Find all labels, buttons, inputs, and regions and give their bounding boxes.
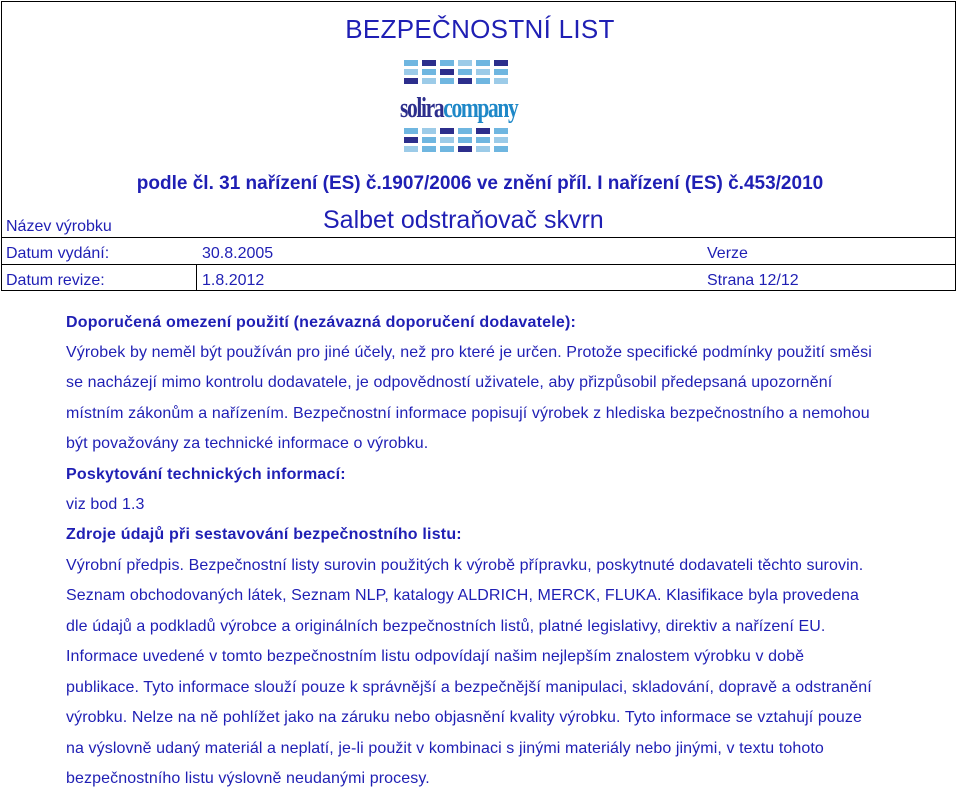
issue-date-label: Datum vydání: [6,245,110,262]
sources-line: výrobku. Nelze na ně pohlížet jako na záruku nebo objasnění kvality výrobku. Tyto informace se vztahují pouze [66,709,862,726]
sources-line: bezpečnostního listu výslovně neudanými procesy. [66,770,430,787]
restrictions-line: se nacházejí mimo kontrolu dodavatele, je odpovědností uživatele, aby přizpůsobil předepsaná upozornění [66,374,833,391]
header-divider-top [1,237,956,238]
header-divider-middle [1,264,956,265]
product-name: Salbet odstraňovač skvrn [323,206,604,234]
logo-wordmark-part1: solira [400,92,444,124]
restrictions-heading: Doporučená omezení použití (nezávazná doporučení dodavatele): [66,314,577,331]
technical-info-text: viz bod 1.3 [66,496,145,513]
logo-wordmark [400,92,518,125]
version-label: Verze [707,245,748,262]
header-divider-vertical [196,264,197,291]
sources-heading: Zdroje údajů při sestavování bezpečnostního listu: [66,526,462,543]
document-title: BEZPEČNOSTNÍ LIST [345,14,615,44]
sources-line: Informace uvedené v tomto bezpečnostním listu odpovídají našim nejlepším znalostem výrobku v době [66,648,805,665]
sources-line: dle údajů a podkladů výrobce a originálních bezpečnostních listů, platné legislativy, direktiv a nařízení EU. [66,618,826,635]
technical-info-heading: Poskytování technických informací: [66,466,346,483]
issue-date: 30.8.2005 [202,245,274,262]
revision-date: 1.8.2012 [202,272,265,289]
sources-line: na výslovně udaný materiál a neplatí, je-li použit v kombinaci s jinými materiály nebo jinými, v textu tohoto [66,740,824,757]
page-number: Strana 12/12 [707,272,799,289]
regulation-reference: podle čl. 31 nařízení (ES) č.1907/2006 ve znění příl. I nařízení (ES) č.453/2010 [136,173,824,194]
product-name-label: Název výrobku [6,218,112,235]
revision-date-label: Datum revize: [6,272,105,289]
company-logo [398,56,522,158]
sources-line: Výrobní předpis. Bezpečnostní listy surovin použitých k výrobě přípravku, poskytnuté dodavateli těchto surovin. [66,557,864,574]
sources-line: publikace. Tyto informace slouží pouze k správnější a bezpečnější manipulaci, skladování, dopravě a odstranění [66,679,872,696]
logo-wordmark-part2: company [443,92,518,124]
restrictions-line: být považovány za technické informace o výrobku. [66,435,429,452]
restrictions-line: místním zákonům a nařízením. Bezpečnostní informace popisují výrobek z hlediska bezpečnostního a nemohou [66,405,870,422]
sources-line: Seznam obchodovaných látek, Seznam NLP, katalogy ALDRICH, MERCK, FLUKA. Klasifikace byla provedena [66,587,860,604]
restrictions-line: Výrobek by neměl být používán pro jiné účely, než pro které je určen. Protože specifické podmínky použití směsi [66,344,872,361]
